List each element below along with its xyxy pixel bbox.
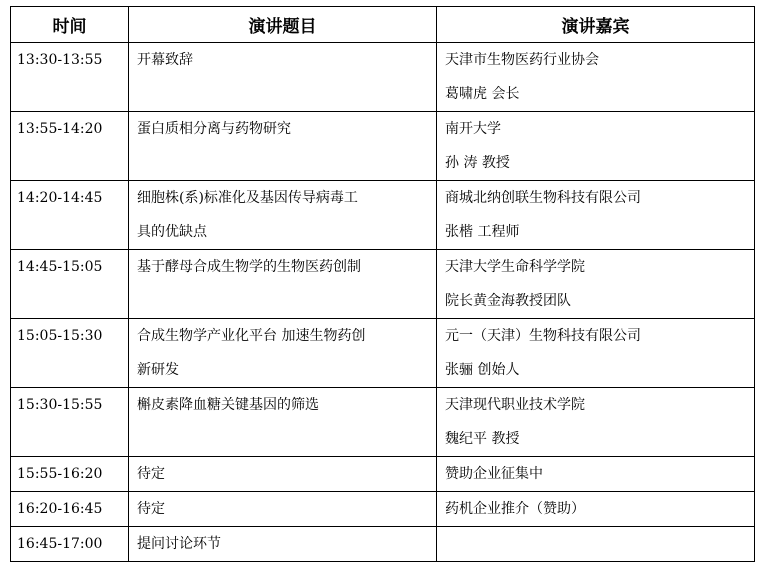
topic-cell [129,181,437,250]
speaker-line: 张骊 创始人 [445,362,520,378]
topic-cell [129,388,437,457]
topic-line: 新研发 [137,362,179,378]
speaker-line: 商城北纳创联生物科技有限公司 [445,190,641,206]
time-cell: 15:05-15:30 [11,319,129,388]
topic-cell [129,319,437,388]
table-row [11,388,755,457]
topic-line: 合成生物学产业化平台 加速生物药创 [137,328,366,344]
topic-cell [129,112,437,181]
header-speaker: 演讲嘉宾 [437,7,755,43]
topic-line: 提问讨论环节 [137,536,221,552]
speaker-cell [437,112,755,181]
topic-line: 槲皮素降血糖关键基因的筛选 [137,397,319,413]
topic-line: 开幕致辞 [137,52,193,68]
topic-line: 基于酵母合成生物学的生物医药创制 [137,259,361,275]
speaker-cell [437,457,755,492]
header-row [11,7,755,43]
time-cell: 13:30-13:55 [11,43,129,112]
time-cell: 16:20-16:45 [11,492,129,527]
speaker-line: 赞助企业征集中 [445,466,543,482]
speaker-cell [437,527,755,562]
table-row [11,457,755,492]
time-cell: 16:45-17:00 [11,527,129,562]
topic-line: 待定 [137,466,165,482]
table-row [11,527,755,562]
table-row [11,492,755,527]
speaker-cell [437,43,755,112]
speaker-cell [437,319,755,388]
time-cell: 13:55-14:20 [11,112,129,181]
speaker-line: 天津市生物医药行业协会 [445,52,599,68]
speaker-line: 魏纪平 教授 [445,431,520,447]
time-cell: 15:55-16:20 [11,457,129,492]
schedule-table [10,6,755,562]
topic-cell [129,43,437,112]
speaker-cell [437,492,755,527]
topic-line: 待定 [137,501,165,517]
speaker-line: 孙 涛 教授 [445,155,510,171]
speaker-line: 天津大学生命科学学院 [445,259,585,275]
topic-line: 蛋白质相分离与药物研究 [137,121,291,137]
table-row [11,112,755,181]
speaker-line: 院长黄金海教授团队 [445,293,571,309]
speaker-line: 天津现代职业技术学院 [445,397,585,413]
time-cell: 14:45-15:05 [11,250,129,319]
time-cell: 14:20-14:45 [11,181,129,250]
topic-cell [129,457,437,492]
table-row [11,181,755,250]
table-row [11,250,755,319]
topic-cell [129,492,437,527]
header-topic: 演讲题目 [129,7,437,43]
table-row [11,43,755,112]
topic-line: 细胞株(系)标准化及基因传导病毒工 [137,190,358,206]
topic-cell [129,527,437,562]
speaker-line: 张楷 工程师 [445,224,520,240]
topic-line: 具的优缺点 [137,224,207,240]
topic-cell [129,250,437,319]
speaker-cell [437,181,755,250]
speaker-line: 葛啸虎 会长 [445,86,520,102]
speaker-line: 元一（天津）生物科技有限公司 [445,328,641,344]
speaker-cell [437,388,755,457]
time-cell: 15:30-15:55 [11,388,129,457]
speaker-line: 南开大学 [445,121,501,137]
table-row [11,319,755,388]
speaker-line: 药机企业推介（赞助） [445,501,585,517]
header-time: 时间 [11,7,129,43]
speaker-cell [437,250,755,319]
